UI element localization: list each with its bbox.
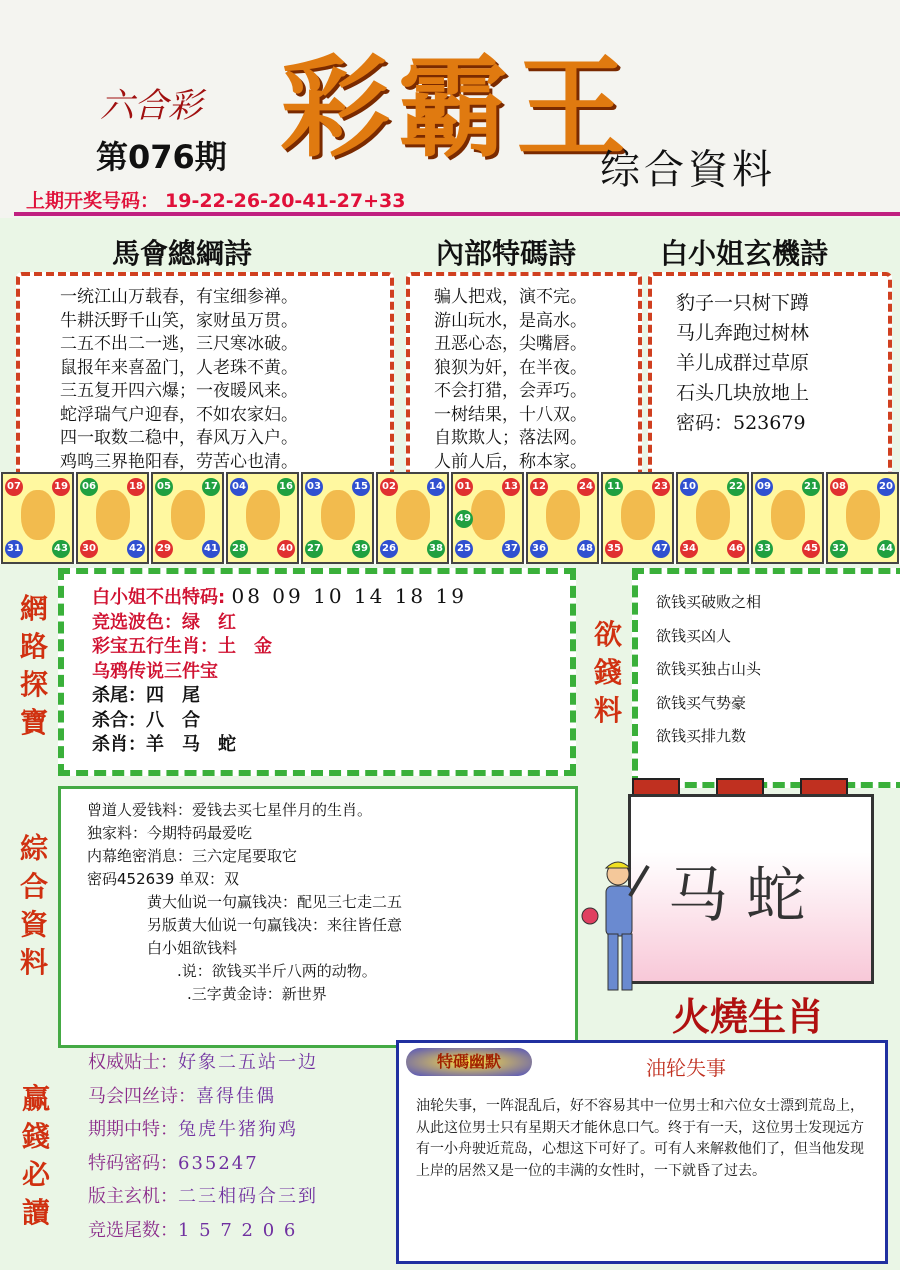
zodiac-number: 41 bbox=[202, 540, 220, 558]
miss-poem-box bbox=[648, 272, 892, 490]
horse-poem-line: 牛耕沃野千山笑，家财虽万贯。 bbox=[60, 310, 298, 331]
zodiac-number: 21 bbox=[802, 478, 820, 496]
zodiac-number: 30 bbox=[80, 540, 98, 558]
ox-icon bbox=[96, 490, 130, 540]
zodiac-card bbox=[301, 472, 374, 564]
horse-icon bbox=[471, 490, 505, 540]
win-key: 马会四丝诗： bbox=[88, 1085, 196, 1107]
win-value: 好象二五站一边 bbox=[178, 1052, 318, 1073]
zodiac-number: 28 bbox=[230, 540, 248, 558]
inner-poem-box bbox=[406, 272, 642, 488]
win-key: 特码密码： bbox=[88, 1152, 178, 1174]
side-label-char: 錢 bbox=[593, 656, 622, 689]
zodiac-number: 02 bbox=[380, 478, 398, 496]
side-label-char: 路 bbox=[19, 630, 48, 663]
horse-poem-box bbox=[16, 272, 394, 488]
side-label-char: 探 bbox=[19, 668, 48, 701]
money-side-label bbox=[588, 616, 628, 730]
fire-zodiac-caption: 火燒生肖 bbox=[672, 994, 825, 1039]
zodiac-number: 48 bbox=[577, 540, 595, 558]
zodiac-card bbox=[526, 472, 599, 564]
side-label-char: 錢 bbox=[21, 1120, 50, 1153]
zodiac-number: 35 bbox=[605, 540, 623, 558]
money-item: 欲钱买气势豪 bbox=[656, 693, 747, 712]
zodiac-card bbox=[751, 472, 824, 564]
zodiac-number: 22 bbox=[727, 478, 745, 496]
miss-poem-line: 石头几块放地上 bbox=[676, 382, 810, 404]
zodiac-number: 12 bbox=[530, 478, 548, 496]
zodiac-number: 14 bbox=[427, 478, 445, 496]
zodiac-number: 19 bbox=[52, 478, 70, 496]
miss-poem-line: 豹子一只树下蹲 bbox=[676, 292, 810, 314]
zodiac-number: 05 bbox=[155, 478, 173, 496]
side-label-char: 網 bbox=[19, 592, 48, 625]
win-side-label bbox=[16, 1080, 56, 1232]
zodiac-number: 17 bbox=[202, 478, 220, 496]
side-label-char: 料 bbox=[593, 694, 622, 727]
win-key: 期期中特： bbox=[88, 1119, 178, 1140]
zodiac-number: 34 bbox=[680, 540, 698, 558]
horse-poem-title: 馬會總綱詩 bbox=[112, 237, 253, 270]
zodiac-number: 07 bbox=[5, 478, 23, 496]
zodiac-number: 40 bbox=[277, 540, 295, 558]
rooster-icon bbox=[696, 490, 730, 540]
subtitle: 综合資料 bbox=[600, 147, 776, 193]
zodiac-card bbox=[451, 472, 524, 564]
zodiac-number: 42 bbox=[127, 540, 145, 558]
miss-poem-line: 羊儿成群过草原 bbox=[676, 352, 810, 374]
board-text: 马蛇 bbox=[668, 861, 824, 931]
combo-line: 密码452639 单双：双 bbox=[87, 870, 240, 888]
zodiac-number: 38 bbox=[427, 540, 445, 558]
inner-poem-line: 人前人后，称本家。 bbox=[434, 451, 587, 472]
kill-tail: 杀尾：四 尾 bbox=[92, 685, 200, 706]
monkey-icon bbox=[621, 490, 655, 540]
zodiac-number: 20 bbox=[877, 478, 895, 496]
goat-icon bbox=[546, 490, 580, 540]
last-draw bbox=[26, 186, 405, 213]
win-value: 喜得佳偶 bbox=[196, 1085, 276, 1107]
zodiac-number: 24 bbox=[577, 478, 595, 496]
zodiac-number: 01 bbox=[455, 478, 473, 496]
side-label-char: 料 bbox=[19, 946, 48, 979]
zodiac-number: 06 bbox=[80, 478, 98, 496]
dog-icon bbox=[771, 490, 805, 540]
page-title: 彩霸王 bbox=[280, 43, 634, 172]
horse-poem-line: 二五不出二一逃，三尺寒冰破。 bbox=[60, 334, 298, 354]
horse-poem-line: 鸡鸣三界艳阳春，劳苦心也清。 bbox=[60, 451, 298, 472]
combo-line: 白小姐欲钱料 bbox=[147, 939, 238, 957]
zodiac-card bbox=[601, 472, 674, 564]
zodiac-number: 03 bbox=[305, 478, 323, 496]
inner-poem-line: 狼狈为奸，在半夜。 bbox=[434, 357, 587, 378]
combo-say: .说：欲钱买半斤八两的动物。 bbox=[177, 962, 377, 980]
win-row bbox=[88, 1046, 318, 1080]
kill-zodiac: 杀肖：羊 马 蛇 bbox=[92, 734, 236, 755]
side-label-char: 寶 bbox=[19, 706, 48, 739]
money-item: 欲钱买凶人 bbox=[656, 626, 732, 645]
snake-icon bbox=[396, 490, 430, 540]
side-label-char: 合 bbox=[19, 870, 48, 903]
side-label-char: 赢 bbox=[21, 1082, 50, 1115]
win-key: 版主玄机： bbox=[88, 1186, 178, 1207]
humor-tag: 特碼幽默 bbox=[406, 1048, 532, 1076]
zodiac-card bbox=[151, 472, 224, 564]
inner-poem-line: 一树结果，十八双。 bbox=[434, 404, 587, 425]
money-item: 欲钱买独占山头 bbox=[656, 660, 762, 678]
zodiac-number: 37 bbox=[502, 540, 520, 558]
zodiac-number: 23 bbox=[652, 478, 670, 496]
wuxing: 彩宝五行生肖：土 金 bbox=[92, 636, 272, 657]
last-draw-label: 上期开奖号码： bbox=[26, 190, 160, 212]
combo-line: 独家料：今期特码最爱吃 bbox=[87, 824, 253, 842]
win-value: 二三相码合三到 bbox=[178, 1186, 318, 1207]
last-draw-numbers: 19-22-26-20-41-27+33 bbox=[165, 190, 406, 212]
win-row bbox=[88, 1080, 318, 1114]
inner-poem-line: 丑恶心态，尖嘴唇。 bbox=[434, 334, 587, 354]
horse-poem-line: 鼠报年来喜盈门，人老珠不黄。 bbox=[60, 357, 298, 378]
money-box bbox=[632, 568, 900, 788]
combo-line: 内幕绝密消息：三六定尾要取它 bbox=[87, 847, 298, 865]
kill-sum: 杀合：八 合 bbox=[92, 709, 200, 731]
zodiac-card bbox=[376, 472, 449, 564]
story-text: 油轮失事，一阵混乱后，好不容易其中一位男士和六位女士漂到荒岛上，从此这位男士只有星期天才能休息口气。终于有一天，这位男士发现远方有一小舟驶近荒岛，心想这下可好了。可有人来解救他们了，但当他发现上岸的居然又是一位的丰满的女性时，一下就昏了过去。 bbox=[416, 1098, 864, 1179]
rabbit-icon bbox=[246, 490, 280, 540]
zodiac-card bbox=[76, 472, 149, 564]
zodiac-number: 09 bbox=[755, 478, 773, 496]
win-row bbox=[88, 1214, 318, 1248]
inner-poem-line: 自欺欺人；落法网。 bbox=[434, 428, 587, 448]
win-row bbox=[88, 1180, 318, 1214]
combo-line: 黄大仙说一句赢钱决：配见三七走二五 bbox=[147, 893, 403, 911]
win-value: 635247 bbox=[178, 1152, 259, 1174]
money-item: 欲钱买排九数 bbox=[656, 727, 747, 745]
dragon-icon bbox=[321, 490, 355, 540]
win-key: 竞选尾数： bbox=[88, 1219, 178, 1241]
wave-color: 竞选波色：绿 红 bbox=[92, 611, 236, 633]
zodiac-card bbox=[1, 472, 74, 564]
net-treasure-box bbox=[58, 568, 576, 776]
zodiac-number: 31 bbox=[5, 540, 23, 558]
net-side-label bbox=[14, 590, 54, 742]
win-tips bbox=[88, 1046, 318, 1247]
miss-numbers: 08 09 10 14 18 19 bbox=[231, 584, 467, 608]
zodiac-number: 26 bbox=[380, 540, 398, 558]
combo-box bbox=[58, 786, 578, 1048]
zodiac-card bbox=[226, 472, 299, 564]
combo-side-label bbox=[14, 830, 54, 982]
zodiac-card bbox=[676, 472, 749, 564]
combo-line: 曾道人爱钱料：爱钱去买七星伴月的生肖。 bbox=[87, 801, 373, 819]
crow-legend: 乌鸦传说三件宝 bbox=[92, 660, 218, 682]
horse-poem-line: 一统江山万载春，有宝细参禅。 bbox=[60, 287, 298, 307]
combo-line: 另版黄大仙说一句赢钱决：来往皆任意 bbox=[147, 916, 403, 934]
horse-poem-line: 三五复开四六爆；一夜暖风来。 bbox=[60, 381, 298, 401]
side-label-char: 資 bbox=[19, 908, 48, 941]
side-label-char: 綜 bbox=[19, 832, 48, 865]
zodiac-number: 45 bbox=[802, 540, 820, 558]
zodiac-number: 04 bbox=[230, 478, 248, 496]
inner-poem-title: 內部特碼詩 bbox=[436, 237, 577, 270]
brand-small: 六合彩 bbox=[100, 86, 202, 126]
header-divider bbox=[14, 212, 900, 216]
zodiac-number: 49 bbox=[455, 510, 473, 528]
win-row bbox=[88, 1113, 318, 1147]
zodiac-number: 16 bbox=[277, 478, 295, 496]
win-row bbox=[88, 1147, 318, 1181]
zodiac-number: 10 bbox=[680, 478, 698, 496]
miss-poem-line: 马儿奔跑过树林 bbox=[676, 322, 810, 344]
money-item: 欲钱买破败之相 bbox=[656, 593, 762, 611]
side-label-char: 欲 bbox=[593, 618, 622, 651]
win-value: 1 5 7 2 0 6 bbox=[178, 1219, 298, 1241]
zodiac-number: 11 bbox=[605, 478, 623, 496]
zodiac-number: 39 bbox=[352, 540, 370, 558]
zodiac-number: 18 bbox=[127, 478, 145, 496]
zodiac-number: 13 bbox=[502, 478, 520, 496]
miss-poem-line: 密码：523679 bbox=[676, 412, 806, 434]
zodiac-number: 27 bbox=[305, 540, 323, 558]
inner-poem-line: 骗人把戏，演不完。 bbox=[434, 287, 587, 307]
inner-poem-line: 不会打猎，会弄巧。 bbox=[434, 381, 587, 401]
story-title: 油轮失事 bbox=[646, 1056, 726, 1080]
zodiac-number: 44 bbox=[877, 540, 895, 558]
rat-icon bbox=[21, 490, 55, 540]
combo-golden-poem: .三字黄金诗：新世界 bbox=[187, 985, 327, 1003]
miss-label: 白小姐不出特码: bbox=[92, 587, 226, 608]
zodiac-number: 08 bbox=[830, 478, 848, 496]
miss-poem-title: 白小姐玄機詩 bbox=[660, 237, 829, 270]
side-label-char: 必 bbox=[21, 1158, 50, 1191]
tiger-icon bbox=[171, 490, 205, 540]
win-key: 权威贴士： bbox=[88, 1052, 178, 1073]
zodiac-number: 32 bbox=[830, 540, 848, 558]
side-label-char: 讀 bbox=[21, 1196, 50, 1229]
zodiac-card bbox=[826, 472, 899, 564]
zodiac-number: 29 bbox=[155, 540, 173, 558]
horse-poem-line: 蛇浮瑞气户迎春，不如农家妇。 bbox=[60, 404, 298, 425]
zodiac-number: 47 bbox=[652, 540, 670, 558]
issue-number: 第076期 bbox=[96, 138, 227, 176]
zodiac-number: 43 bbox=[52, 540, 70, 558]
win-value: 兔虎牛猪狗鸡 bbox=[178, 1119, 298, 1140]
zodiac-strip bbox=[0, 472, 900, 564]
pig-icon bbox=[846, 490, 880, 540]
zodiac-number: 25 bbox=[455, 540, 473, 558]
zodiac-number: 36 bbox=[530, 540, 548, 558]
zodiac-number: 46 bbox=[727, 540, 745, 558]
painter-icon bbox=[580, 856, 650, 1006]
zodiac-number: 15 bbox=[352, 478, 370, 496]
inner-poem-line: 游山玩水，是高水。 bbox=[434, 310, 587, 331]
horse-poem-line: 四一取数二稳中，春风万入户。 bbox=[60, 428, 298, 448]
zodiac-number: 33 bbox=[755, 540, 773, 558]
